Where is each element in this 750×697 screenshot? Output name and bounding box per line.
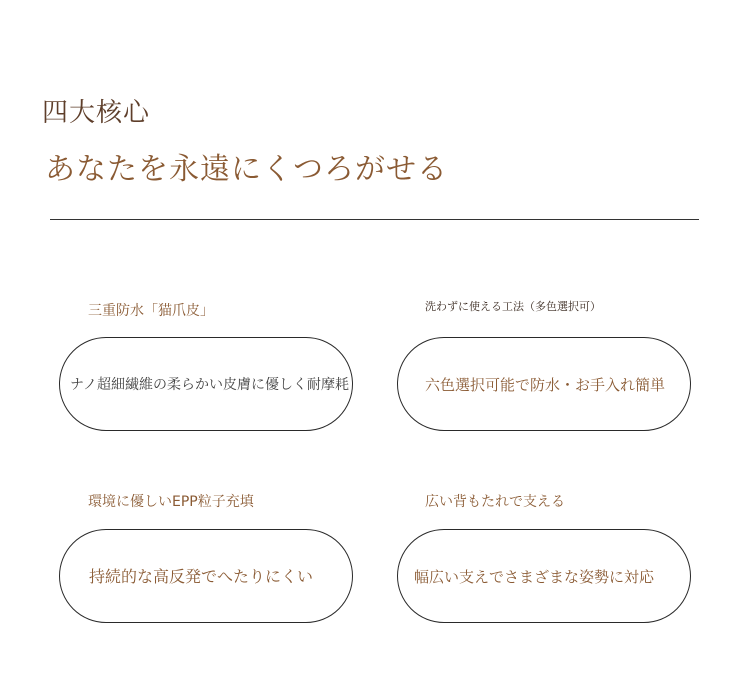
feature-description-no-wash: 六色選択可能で防水・お手入れ簡単 [425,376,666,394]
feature-title-wide-backrest: 広い背もたれで支える [425,494,565,510]
feature-title-no-wash: 洗わずに使える工法（多色選択可） [425,300,601,313]
page-headline: あなたを永遠にくつろがせる [45,152,448,187]
section-kicker: 四大核心 [42,98,151,128]
header-divider [50,219,699,220]
feature-title-epp-filling: 環境に優しいEPP粒子充填 [88,494,254,510]
feature-description-waterproof: ナノ超細繊維の柔らかい皮膚に優しく耐摩耗 [70,377,350,393]
feature-description-epp-filling: 持続的な高反発でへたりにくい [89,567,314,586]
feature-description-wide-backrest: 幅広い支えでさまざまな姿勢に対応 [414,568,655,586]
feature-title-waterproof: 三重防水「猫爪皮」 [88,303,214,319]
